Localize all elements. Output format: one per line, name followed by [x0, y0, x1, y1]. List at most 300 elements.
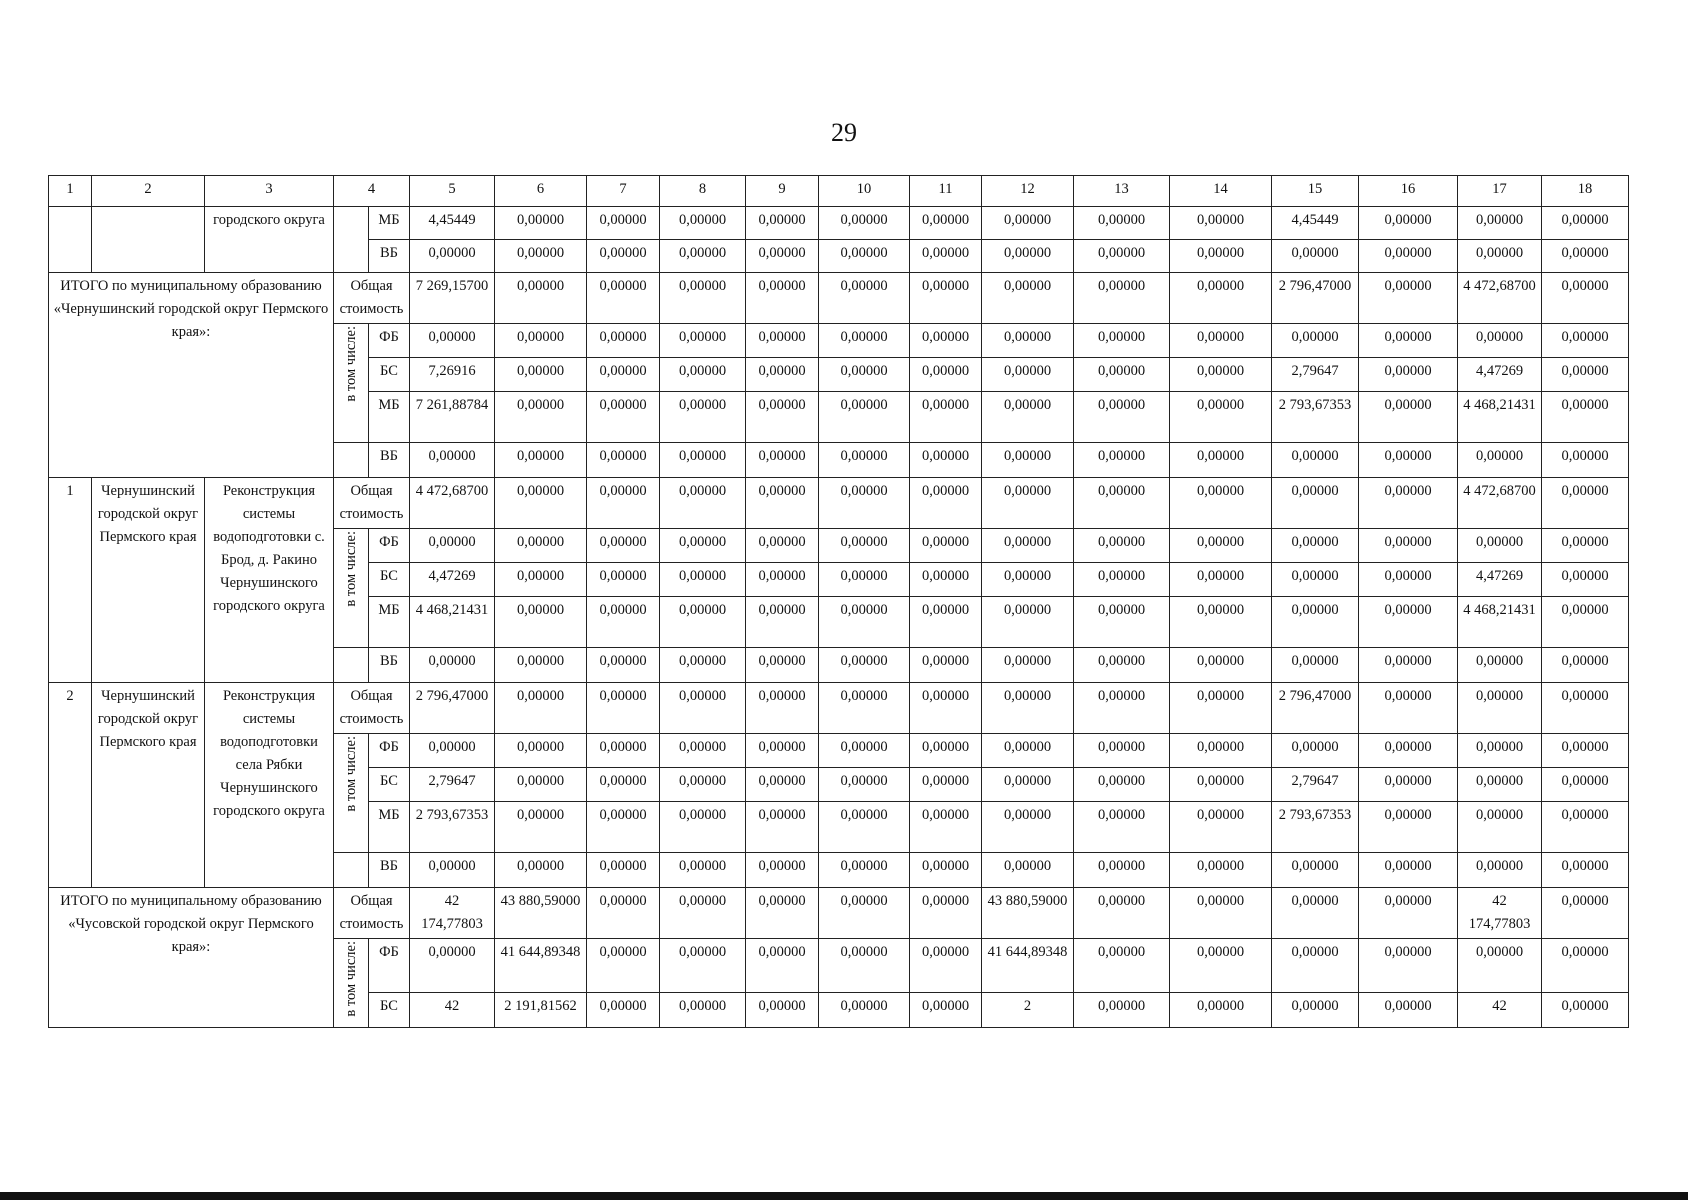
value-cell: 0,00000 — [982, 273, 1074, 324]
source-label: ФБ — [369, 734, 410, 768]
value-cell: 0,00000 — [660, 358, 746, 392]
value-cell: 0,00000 — [1170, 768, 1272, 802]
header-cell: 7 — [587, 176, 660, 207]
total-cost-label: Общая стоимость — [334, 888, 410, 939]
value-cell: 0,00000 — [1359, 888, 1458, 939]
value-cell: 0,00000 — [660, 529, 746, 563]
source-label: МБ — [369, 207, 410, 240]
header-cell: 4 — [334, 176, 410, 207]
source-label: ВБ — [369, 443, 410, 478]
value-cell: 0,00000 — [819, 240, 910, 273]
including-label: в том числе: — [343, 941, 359, 1017]
budget-table — [48, 175, 1629, 1028]
value-cell: 0,00000 — [1074, 597, 1170, 648]
value-cell: 0,00000 — [819, 992, 910, 1027]
value-cell: 0,00000 — [1272, 648, 1359, 683]
value-cell: 0,00000 — [1170, 992, 1272, 1027]
value-cell: 0,00000 — [660, 392, 746, 443]
including-label: в том числе: — [343, 531, 359, 607]
value-cell: 0,00000 — [1359, 597, 1458, 648]
blank-cell — [334, 648, 369, 683]
value-cell: 0,00000 — [660, 648, 746, 683]
value-cell: 0,00000 — [1542, 802, 1629, 853]
value-cell: 0,00000 — [410, 529, 495, 563]
value-cell: 0,00000 — [1074, 529, 1170, 563]
blank-cell — [334, 853, 369, 888]
header-cell: 18 — [1542, 176, 1629, 207]
value-cell: 0,00000 — [587, 939, 660, 993]
value-cell: 42 — [410, 992, 495, 1027]
value-cell: 0,00000 — [819, 597, 910, 648]
value-cell: 0,00000 — [587, 324, 660, 358]
value-cell: 0,00000 — [746, 240, 819, 273]
value-cell: 0,00000 — [746, 802, 819, 853]
value-cell: 0,00000 — [660, 992, 746, 1027]
value-cell: 0,00000 — [1458, 768, 1542, 802]
value-cell: 0,00000 — [1272, 597, 1359, 648]
value-cell: 0,00000 — [910, 888, 982, 939]
header-cell: 13 — [1074, 176, 1170, 207]
object-name: Реконструкция системы водоподготовки с. Брод, д. Ракино Чернушинского городского округа — [205, 478, 334, 683]
header-cell: 2 — [92, 176, 205, 207]
municipality-name: Чернушинский городской округ Пермского края — [92, 683, 205, 888]
header-cell: 1 — [49, 176, 92, 207]
value-cell: 4 472,68700 — [410, 478, 495, 529]
value-cell: 0,00000 — [660, 939, 746, 993]
value-cell: 0,00000 — [587, 240, 660, 273]
table-row — [49, 207, 1629, 240]
value-cell: 0,00000 — [910, 563, 982, 597]
value-cell: 0,00000 — [1170, 358, 1272, 392]
source-label: ФБ — [369, 324, 410, 358]
value-cell: 0,00000 — [746, 888, 819, 939]
value-cell: 2 796,47000 — [410, 683, 495, 734]
value-cell: 0,00000 — [495, 853, 587, 888]
value-cell: 2 793,67353 — [410, 802, 495, 853]
value-cell: 0,00000 — [1170, 240, 1272, 273]
value-cell: 0,00000 — [746, 563, 819, 597]
value-cell: 0,00000 — [910, 683, 982, 734]
header-cell: 16 — [1359, 176, 1458, 207]
value-cell: 0,00000 — [1272, 478, 1359, 529]
value-cell: 0,00000 — [1074, 734, 1170, 768]
value-cell: 0,00000 — [587, 734, 660, 768]
header-cell: 5 — [410, 176, 495, 207]
value-cell: 0,00000 — [1542, 563, 1629, 597]
value-cell: 0,00000 — [1170, 888, 1272, 939]
value-cell: 2 796,47000 — [1272, 683, 1359, 734]
value-cell: 4 468,21431 — [410, 597, 495, 648]
value-cell: 0,00000 — [1359, 939, 1458, 993]
value-cell: 0,00000 — [1170, 273, 1272, 324]
item-number: 2 — [49, 683, 92, 888]
value-cell: 0,00000 — [1359, 563, 1458, 597]
municipality-cell — [92, 207, 205, 273]
page-number: 29 — [831, 118, 857, 147]
value-cell: 0,00000 — [660, 888, 746, 939]
value-cell: 0,00000 — [982, 324, 1074, 358]
value-cell: 0,00000 — [1170, 734, 1272, 768]
value-cell: 0,00000 — [819, 683, 910, 734]
value-cell: 0,00000 — [1458, 802, 1542, 853]
value-cell: 0,00000 — [1272, 324, 1359, 358]
source-label: МБ — [369, 802, 410, 853]
value-cell: 0,00000 — [495, 273, 587, 324]
value-cell: 4,45449 — [1272, 207, 1359, 240]
value-cell: 0,00000 — [1458, 443, 1542, 478]
value-cell: 0,00000 — [1170, 529, 1272, 563]
value-cell: 0,00000 — [910, 324, 982, 358]
value-cell: 42 174,77803 — [410, 888, 495, 939]
value-cell: 0,00000 — [1359, 392, 1458, 443]
header-cell: 14 — [1170, 176, 1272, 207]
blank-cell — [334, 443, 369, 478]
value-cell: 0,00000 — [819, 563, 910, 597]
value-cell: 0,00000 — [746, 273, 819, 324]
value-cell: 0,00000 — [1359, 683, 1458, 734]
value-cell: 0,00000 — [910, 939, 982, 993]
value-cell: 2,79647 — [1272, 768, 1359, 802]
value-cell: 0,00000 — [587, 597, 660, 648]
value-cell: 0,00000 — [819, 358, 910, 392]
value-cell: 0,00000 — [1359, 358, 1458, 392]
value-cell: 0,00000 — [660, 324, 746, 358]
value-cell: 4,47269 — [410, 563, 495, 597]
source-label: МБ — [369, 597, 410, 648]
value-cell: 0,00000 — [410, 240, 495, 273]
value-cell: 0,00000 — [1074, 443, 1170, 478]
value-cell: 0,00000 — [410, 443, 495, 478]
value-cell: 4 472,68700 — [1458, 273, 1542, 324]
value-cell: 0,00000 — [587, 768, 660, 802]
value-cell: 0,00000 — [1074, 207, 1170, 240]
table-row — [49, 888, 1629, 939]
value-cell: 0,00000 — [1359, 802, 1458, 853]
value-cell: 0,00000 — [982, 443, 1074, 478]
value-cell: 0,00000 — [982, 478, 1074, 529]
source-label: БС — [369, 992, 410, 1027]
value-cell: 0,00000 — [410, 734, 495, 768]
value-cell: 0,00000 — [587, 992, 660, 1027]
value-cell: 0,00000 — [746, 939, 819, 993]
value-cell: 0,00000 — [819, 768, 910, 802]
value-cell: 0,00000 — [1542, 324, 1629, 358]
value-cell: 0,00000 — [1359, 734, 1458, 768]
table-row — [49, 683, 1629, 734]
value-cell: 0,00000 — [1074, 939, 1170, 993]
value-cell: 0,00000 — [587, 207, 660, 240]
value-cell: 4 468,21431 — [1458, 392, 1542, 443]
value-cell: 0,00000 — [910, 207, 982, 240]
value-cell: 0,00000 — [1272, 992, 1359, 1027]
value-cell: 0,00000 — [746, 443, 819, 478]
value-cell: 0,00000 — [495, 734, 587, 768]
value-cell: 0,00000 — [1170, 853, 1272, 888]
value-cell: 0,00000 — [910, 734, 982, 768]
value-cell: 0,00000 — [1272, 734, 1359, 768]
value-cell: 0,00000 — [982, 563, 1074, 597]
value-cell: 0,00000 — [1542, 207, 1629, 240]
value-cell: 0,00000 — [1359, 324, 1458, 358]
object-name-cell: городского округа — [205, 207, 334, 273]
source-label: БС — [369, 768, 410, 802]
value-cell: 0,00000 — [746, 597, 819, 648]
header-cell: 10 — [819, 176, 910, 207]
value-cell: 2,79647 — [410, 768, 495, 802]
value-cell: 0,00000 — [1170, 683, 1272, 734]
value-cell: 0,00000 — [1542, 648, 1629, 683]
value-cell: 0,00000 — [1458, 324, 1542, 358]
value-cell: 0,00000 — [1074, 240, 1170, 273]
value-cell: 0,00000 — [1359, 768, 1458, 802]
value-cell: 0,00000 — [819, 734, 910, 768]
total-title: ИТОГО по муниципальному образованию «Чусовской городской округ Пермского края»: — [49, 888, 334, 1028]
value-cell: 0,00000 — [1359, 529, 1458, 563]
value-cell: 0,00000 — [1542, 734, 1629, 768]
value-cell: 0,00000 — [1542, 768, 1629, 802]
value-cell: 0,00000 — [746, 768, 819, 802]
value-cell: 0,00000 — [1170, 443, 1272, 478]
value-cell: 0,00000 — [1458, 648, 1542, 683]
value-cell: 0,00000 — [1074, 392, 1170, 443]
value-cell: 0,00000 — [1542, 529, 1629, 563]
value-cell: 0,00000 — [1272, 443, 1359, 478]
value-cell: 0,00000 — [910, 648, 982, 683]
value-cell: 0,00000 — [1272, 563, 1359, 597]
value-cell: 0,00000 — [910, 478, 982, 529]
value-cell: 0,00000 — [1074, 802, 1170, 853]
value-cell: 0,00000 — [660, 768, 746, 802]
value-cell: 0,00000 — [495, 683, 587, 734]
value-cell: 2 — [982, 992, 1074, 1027]
value-cell: 0,00000 — [910, 768, 982, 802]
value-cell: 0,00000 — [910, 802, 982, 853]
value-cell: 0,00000 — [819, 888, 910, 939]
value-cell: 0,00000 — [1074, 358, 1170, 392]
total-cost-label: Общая стоимость — [334, 273, 410, 324]
value-cell: 0,00000 — [1074, 768, 1170, 802]
value-cell: 0,00000 — [746, 358, 819, 392]
blank-cell — [334, 207, 369, 273]
source-label: ВБ — [369, 240, 410, 273]
value-cell: 0,00000 — [1170, 478, 1272, 529]
value-cell: 0,00000 — [982, 734, 1074, 768]
value-cell: 43 880,59000 — [982, 888, 1074, 939]
value-cell: 0,00000 — [660, 240, 746, 273]
value-cell: 0,00000 — [910, 358, 982, 392]
value-cell: 0,00000 — [1272, 529, 1359, 563]
source-label: ФБ — [369, 939, 410, 993]
value-cell: 0,00000 — [982, 358, 1074, 392]
value-cell: 0,00000 — [1170, 207, 1272, 240]
value-cell: 0,00000 — [1074, 563, 1170, 597]
value-cell: 0,00000 — [587, 478, 660, 529]
source-label: МБ — [369, 392, 410, 443]
value-cell: 0,00000 — [1170, 648, 1272, 683]
value-cell: 0,00000 — [819, 324, 910, 358]
value-cell: 0,00000 — [746, 529, 819, 563]
value-cell: 0,00000 — [1542, 392, 1629, 443]
value-cell: 41 644,89348 — [982, 939, 1074, 993]
value-cell: 0,00000 — [746, 648, 819, 683]
value-cell: 0,00000 — [660, 802, 746, 853]
header-cell: 9 — [746, 176, 819, 207]
value-cell: 41 644,89348 — [495, 939, 587, 993]
value-cell: 0,00000 — [910, 392, 982, 443]
source-label: ФБ — [369, 529, 410, 563]
value-cell: 0,00000 — [495, 392, 587, 443]
value-cell: 0,00000 — [982, 648, 1074, 683]
value-cell: 2,79647 — [1272, 358, 1359, 392]
table-row — [49, 478, 1629, 529]
value-cell: 7 269,15700 — [410, 273, 495, 324]
value-cell: 0,00000 — [495, 207, 587, 240]
value-cell: 0,00000 — [1458, 853, 1542, 888]
value-cell: 0,00000 — [819, 853, 910, 888]
value-cell: 7,26916 — [410, 358, 495, 392]
value-cell: 0,00000 — [410, 648, 495, 683]
value-cell: 0,00000 — [587, 802, 660, 853]
value-cell: 0,00000 — [660, 273, 746, 324]
value-cell: 0,00000 — [495, 443, 587, 478]
value-cell: 0,00000 — [660, 683, 746, 734]
header-cell: 15 — [1272, 176, 1359, 207]
value-cell: 0,00000 — [910, 529, 982, 563]
value-cell: 0,00000 — [1542, 992, 1629, 1027]
value-cell: 0,00000 — [1359, 443, 1458, 478]
bottom-rule — [0, 1192, 1688, 1200]
value-cell: 0,00000 — [982, 207, 1074, 240]
table-row — [49, 176, 1629, 207]
object-name: Реконструкция системы водоподготовки села Рябки Чернушинского городского округа — [205, 683, 334, 888]
including-label: в том числе: — [343, 326, 359, 402]
value-cell: 0,00000 — [1272, 939, 1359, 993]
value-cell: 0,00000 — [495, 478, 587, 529]
value-cell: 0,00000 — [982, 802, 1074, 853]
value-cell: 0,00000 — [410, 324, 495, 358]
value-cell: 0,00000 — [746, 734, 819, 768]
value-cell: 0,00000 — [495, 324, 587, 358]
value-cell: 0,00000 — [1170, 597, 1272, 648]
number-cell — [49, 207, 92, 273]
value-cell: 0,00000 — [1458, 529, 1542, 563]
value-cell: 0,00000 — [746, 392, 819, 443]
value-cell: 0,00000 — [1542, 240, 1629, 273]
value-cell: 0,00000 — [910, 853, 982, 888]
value-cell: 0,00000 — [819, 392, 910, 443]
value-cell: 0,00000 — [1542, 443, 1629, 478]
value-cell: 0,00000 — [910, 597, 982, 648]
value-cell: 42 174,77803 — [1458, 888, 1542, 939]
value-cell: 0,00000 — [1542, 939, 1629, 993]
value-cell: 0,00000 — [819, 939, 910, 993]
value-cell: 0,00000 — [587, 648, 660, 683]
value-cell: 0,00000 — [1359, 273, 1458, 324]
value-cell: 0,00000 — [1542, 597, 1629, 648]
value-cell: 0,00000 — [1170, 939, 1272, 993]
value-cell: 0,00000 — [982, 240, 1074, 273]
value-cell: 0,00000 — [495, 648, 587, 683]
value-cell: 0,00000 — [982, 768, 1074, 802]
value-cell: 2 793,67353 — [1272, 392, 1359, 443]
value-cell: 0,00000 — [1458, 734, 1542, 768]
header-cell: 12 — [982, 176, 1074, 207]
value-cell: 0,00000 — [746, 207, 819, 240]
including-cell — [334, 529, 369, 648]
value-cell: 0,00000 — [587, 392, 660, 443]
value-cell: 0,00000 — [1359, 240, 1458, 273]
value-cell: 0,00000 — [1074, 853, 1170, 888]
value-cell: 0,00000 — [587, 358, 660, 392]
value-cell: 0,00000 — [660, 597, 746, 648]
value-cell: 0,00000 — [910, 443, 982, 478]
value-cell: 0,00000 — [1359, 478, 1458, 529]
value-cell: 0,00000 — [819, 529, 910, 563]
value-cell: 0,00000 — [1542, 273, 1629, 324]
value-cell: 0,00000 — [910, 992, 982, 1027]
value-cell: 0,00000 — [587, 563, 660, 597]
value-cell: 4,47269 — [1458, 358, 1542, 392]
value-cell: 0,00000 — [982, 683, 1074, 734]
municipality-name: Чернушинский городской округ Пермского края — [92, 478, 205, 683]
value-cell: 0,00000 — [410, 853, 495, 888]
value-cell: 0,00000 — [819, 478, 910, 529]
including-cell — [334, 324, 369, 443]
value-cell: 0,00000 — [819, 207, 910, 240]
value-cell: 0,00000 — [1458, 240, 1542, 273]
value-cell: 0,00000 — [1359, 992, 1458, 1027]
item-number: 1 — [49, 478, 92, 683]
value-cell: 0,00000 — [1272, 888, 1359, 939]
value-cell: 0,00000 — [587, 888, 660, 939]
table-row — [49, 273, 1629, 324]
value-cell: 0,00000 — [1542, 888, 1629, 939]
value-cell: 0,00000 — [746, 478, 819, 529]
value-cell: 0,00000 — [1542, 683, 1629, 734]
value-cell: 0,00000 — [982, 853, 1074, 888]
value-cell: 0,00000 — [587, 683, 660, 734]
value-cell: 7 261,88784 — [410, 392, 495, 443]
value-cell: 0,00000 — [746, 853, 819, 888]
value-cell: 0,00000 — [1542, 853, 1629, 888]
source-label: ВБ — [369, 853, 410, 888]
value-cell: 0,00000 — [819, 273, 910, 324]
header-cell: 17 — [1458, 176, 1542, 207]
value-cell: 4 472,68700 — [1458, 478, 1542, 529]
value-cell: 0,00000 — [746, 324, 819, 358]
value-cell: 0,00000 — [910, 273, 982, 324]
value-cell: 0,00000 — [495, 597, 587, 648]
header-cell: 6 — [495, 176, 587, 207]
value-cell: 0,00000 — [495, 768, 587, 802]
value-cell: 0,00000 — [660, 853, 746, 888]
value-cell: 0,00000 — [660, 443, 746, 478]
value-cell: 0,00000 — [660, 207, 746, 240]
value-cell: 0,00000 — [587, 443, 660, 478]
value-cell: 0,00000 — [819, 648, 910, 683]
value-cell: 0,00000 — [1542, 478, 1629, 529]
value-cell: 0,00000 — [495, 802, 587, 853]
value-cell: 0,00000 — [982, 392, 1074, 443]
value-cell: 0,00000 — [819, 443, 910, 478]
value-cell: 0,00000 — [587, 529, 660, 563]
including-cell — [334, 734, 369, 853]
value-cell: 4 468,21431 — [1458, 597, 1542, 648]
header-cell: 3 — [205, 176, 334, 207]
value-cell: 0,00000 — [1458, 683, 1542, 734]
value-cell: 42 — [1458, 992, 1542, 1027]
value-cell: 0,00000 — [1074, 888, 1170, 939]
